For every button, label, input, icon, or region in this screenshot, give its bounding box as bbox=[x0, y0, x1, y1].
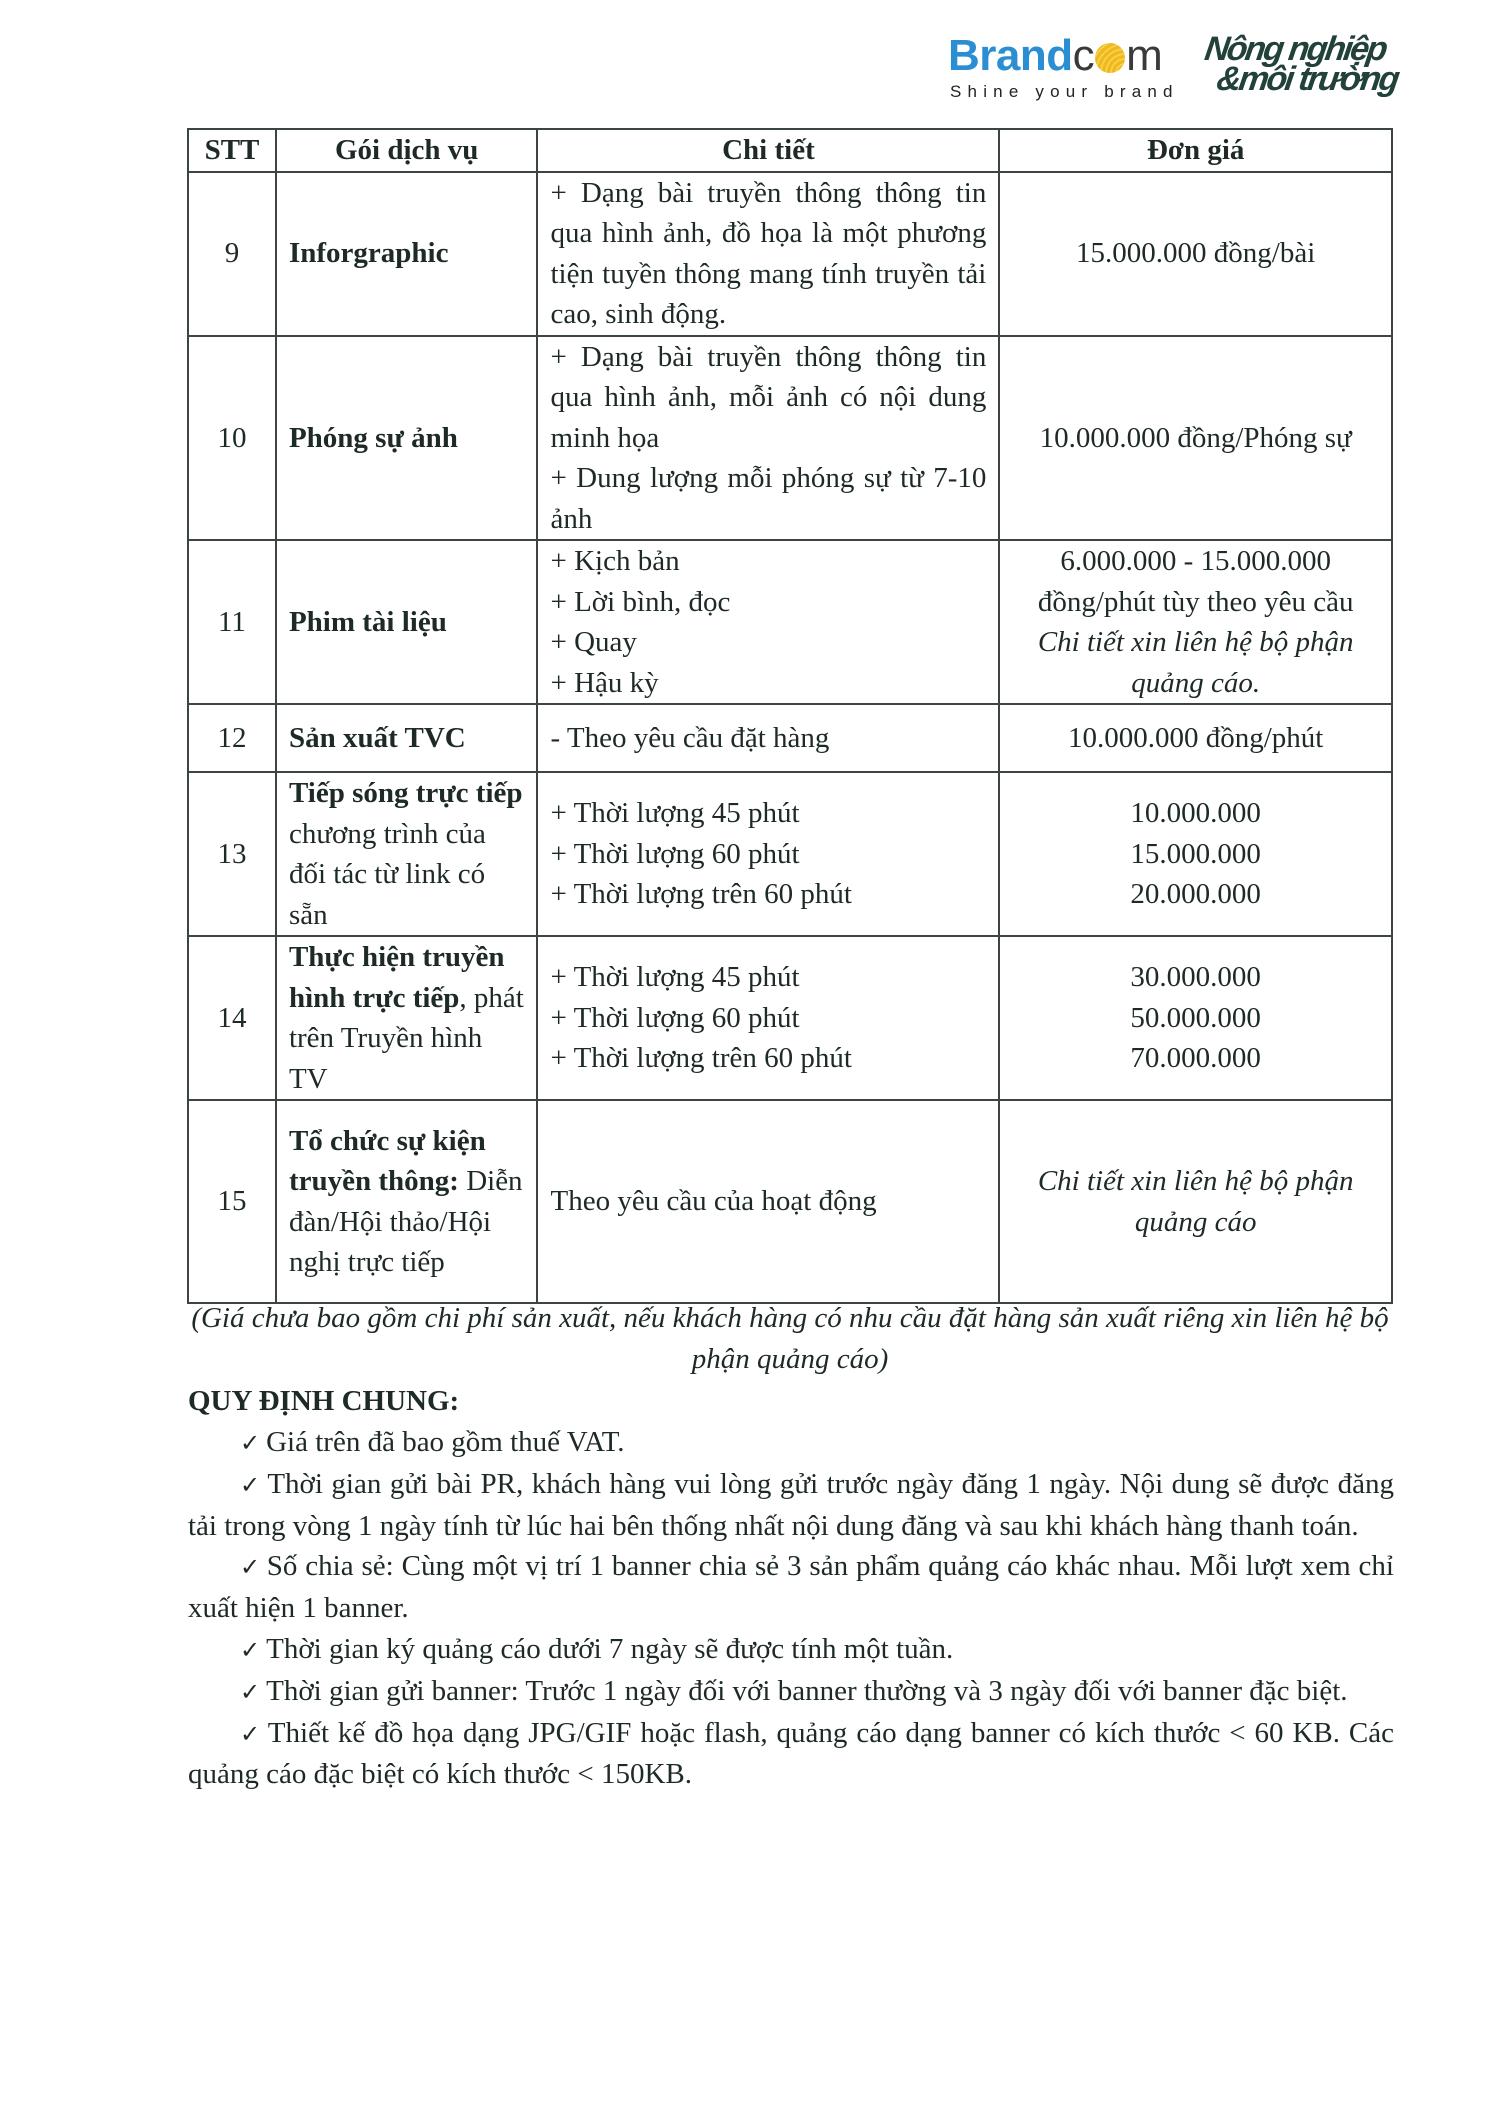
detail-line: + Thời lượng 45 phút bbox=[550, 961, 800, 994]
rules-list bbox=[188, 1422, 1394, 1795]
header-stt: STT bbox=[188, 129, 276, 172]
cell-price bbox=[999, 540, 1392, 704]
price-note-caption: (Giá chưa bao gồm chi phí sản xuất, nếu khách hàng có nhu cầu đặt hàng sản xuất riêng xin liên hệ bộ phận quảng cáo) bbox=[191, 1302, 1389, 1375]
table-header-row bbox=[188, 129, 1392, 172]
check-icon: ✓ bbox=[240, 1635, 261, 1664]
cell-detail bbox=[537, 936, 999, 1100]
check-icon: ✓ bbox=[240, 1470, 262, 1499]
rule-item: ✓ Thiết kế đồ họa dạng JPG/GIF hoặc flash, quảng cáo dạng banner có kích thước < 60 KB. Các quảng cáo đặc biệt có kích thước < 150KB. bbox=[188, 1716, 1395, 1791]
table-row bbox=[188, 772, 1392, 936]
table-row bbox=[188, 1100, 1392, 1303]
table-row bbox=[188, 704, 1392, 772]
cell-stt: 14 bbox=[188, 936, 276, 1100]
price-table bbox=[187, 128, 1393, 1304]
service-name-text: Sản xuất TVC bbox=[288, 721, 466, 754]
rules-title: QUY ĐỊNH CHUNG: bbox=[188, 1385, 460, 1417]
service-name-text: Tổ chức sự kiện truyền thông: bbox=[288, 1124, 486, 1197]
price-contact-note: Chi tiết xin liên hệ bộ phận quảng cáo bbox=[1037, 1165, 1354, 1238]
sun-icon bbox=[1095, 43, 1125, 73]
header-price: Đơn giá bbox=[999, 129, 1392, 172]
detail-line: + Kịch bản bbox=[550, 545, 680, 577]
cell-service-name bbox=[276, 772, 538, 936]
service-name-text: Phóng sự ảnh bbox=[288, 421, 458, 454]
brandcom-logo bbox=[948, 32, 1188, 104]
price-line: 10.000.000 bbox=[1130, 797, 1261, 830]
rule-item: ✓ Thời gian gửi banner: Trước 1 ngày đối với banner thường và 3 ngày đối với banner đặc biệt. bbox=[240, 1674, 1348, 1707]
cell-price bbox=[999, 772, 1392, 936]
service-name-text: Diễn đàn/Hội thảo/Hội nghị trực tiếp bbox=[288, 1165, 523, 1278]
cell-service-name bbox=[276, 336, 538, 541]
table-row bbox=[188, 172, 1392, 336]
cell-detail bbox=[537, 540, 999, 704]
detail-line: + Quay bbox=[550, 626, 637, 658]
cell-detail bbox=[537, 704, 999, 772]
detail-line: - Theo yêu cầu đặt hàng bbox=[550, 721, 830, 754]
check-icon: ✓ bbox=[240, 1553, 261, 1582]
service-name-text: Thực hiện truyền hình trực tiếp bbox=[288, 941, 505, 1014]
cell-detail bbox=[537, 1100, 999, 1303]
cell-service-name bbox=[276, 540, 538, 704]
price-line: 50.000.000 bbox=[1130, 1001, 1261, 1034]
cell-stt: 11 bbox=[188, 540, 276, 704]
cell-stt: 15 bbox=[188, 1100, 276, 1303]
price-line: 30.000.000 bbox=[1130, 961, 1261, 994]
service-name-text: , phát trên Truyền hình TV bbox=[288, 981, 524, 1095]
table-row bbox=[188, 936, 1392, 1100]
nong-nghiep-moi-truong-logo: Nông nghiệp &môi trường bbox=[1202, 30, 1400, 98]
brandcom-tagline: Shine your brand bbox=[950, 82, 1179, 101]
cell-price bbox=[999, 336, 1392, 541]
rule-item: ✓ Thời gian gửi bài PR, khách hàng vui lòng gửi trước ngày đăng 1 ngày. Nội dung sẽ được đăng tải trong vòng 1 ngày tính từ lúc hai bên thống nhất nội dung đăng và sau khi khách hàng thanh toán. bbox=[188, 1467, 1394, 1542]
detail-line: + Thời lượng 45 phút bbox=[550, 797, 800, 830]
rule-item: ✓ Giá trên đã bao gồm thuế VAT. bbox=[240, 1426, 625, 1458]
check-icon: ✓ bbox=[240, 1677, 261, 1706]
brandcom-wordmark: Brandc m bbox=[948, 31, 1163, 80]
detail-line: Theo yêu cầu của hoạt động bbox=[550, 1185, 877, 1218]
price-line: 20.000.000 bbox=[1130, 878, 1261, 911]
detail-line: + Dung lượng mỗi phóng sự từ 7-10 ảnh bbox=[550, 462, 987, 535]
cell-detail bbox=[537, 772, 999, 936]
cell-stt: 9 bbox=[188, 172, 276, 336]
detail-line: + Thời lượng 60 phút bbox=[550, 837, 800, 870]
cell-service-name bbox=[276, 172, 538, 336]
service-name-text: Phim tài liệu bbox=[288, 605, 447, 638]
price-line: 10.000.000 đồng/Phóng sự bbox=[1039, 421, 1352, 454]
rule-item: ✓ Số chia sẻ: Cùng một vị trí 1 banner chia sẻ 3 sản phẩm quảng cáo khác nhau. Mỗi lượt xem chỉ xuất hiện 1 banner. bbox=[188, 1550, 1394, 1625]
price-line: 10.000.000 đồng/phút bbox=[1067, 721, 1324, 754]
cell-stt: 13 bbox=[188, 772, 276, 936]
header-detail: Chi tiết bbox=[537, 129, 999, 172]
detail-line: + Dạng bài truyền thông thông tin qua hình ảnh, mỗi ảnh có nội dung minh họa bbox=[550, 340, 987, 454]
price-line: 70.000.000 bbox=[1130, 1042, 1261, 1075]
cell-service-name bbox=[276, 936, 538, 1100]
price-line: 15.000.000 đồng/bài bbox=[1076, 237, 1316, 270]
table-row bbox=[188, 540, 1392, 704]
detail-line: + Thời lượng trên 60 phút bbox=[550, 1042, 852, 1075]
check-icon: ✓ bbox=[240, 1719, 262, 1748]
cell-service-name bbox=[276, 704, 538, 772]
service-name-text: Tiếp sóng trực tiếp bbox=[288, 777, 523, 809]
cell-price bbox=[999, 936, 1392, 1100]
cell-stt: 12 bbox=[188, 704, 276, 772]
price-line: 6.000.000 - 15.000.000 đồng/phút tùy theo yêu cầu bbox=[1037, 545, 1354, 618]
rule-item: ✓ Thời gian ký quảng cáo dưới 7 ngày sẽ được tính một tuần. bbox=[240, 1632, 954, 1665]
table-row bbox=[188, 336, 1392, 541]
cell-service-name bbox=[276, 1100, 538, 1303]
cell-detail bbox=[537, 172, 999, 336]
cell-price bbox=[999, 704, 1392, 772]
cell-price bbox=[999, 172, 1392, 336]
detail-line: + Lời bình, đọc bbox=[550, 585, 731, 618]
detail-line: + Thời lượng trên 60 phút bbox=[550, 878, 852, 911]
service-name-text: chương trình của đối tác từ link có sẵn bbox=[288, 817, 486, 931]
price-line: 15.000.000 bbox=[1130, 837, 1261, 870]
check-icon: ✓ bbox=[240, 1429, 261, 1457]
detail-line: + Hậu kỳ bbox=[550, 666, 659, 699]
cell-stt: 10 bbox=[188, 336, 276, 541]
service-name-text: Inforgraphic bbox=[288, 237, 449, 270]
header-service: Gói dịch vụ bbox=[276, 129, 538, 172]
detail-line: + Dạng bài truyền thông thông tin qua hình ảnh, đồ họa là một phương tiện tuyền thông mang tính truyền tải cao, sinh động. bbox=[550, 176, 987, 330]
cell-price bbox=[999, 1100, 1392, 1303]
cell-detail bbox=[537, 336, 999, 541]
price-contact-note: Chi tiết xin liên hệ bộ phận quảng cáo. bbox=[1037, 626, 1354, 699]
detail-line: + Thời lượng 60 phút bbox=[550, 1001, 800, 1034]
